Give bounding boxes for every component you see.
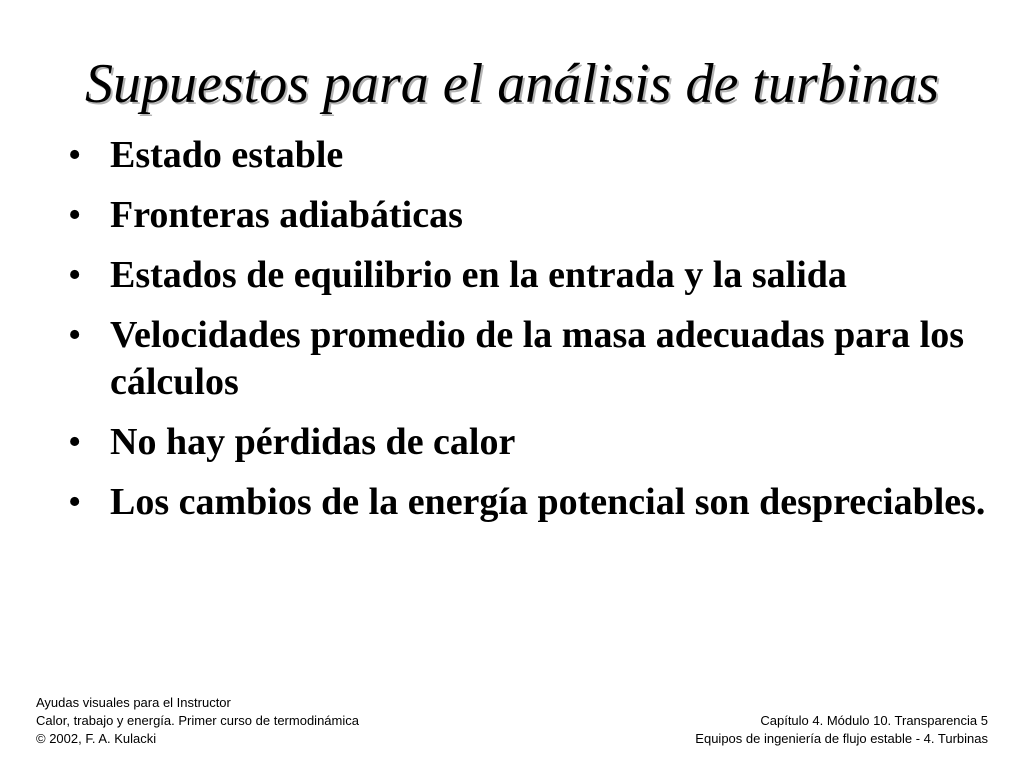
bullet-item bbox=[68, 312, 998, 406]
footer-course-title: Calor, trabajo y energía. Primer curso de termodinámica bbox=[36, 713, 359, 728]
bullet-item bbox=[68, 252, 998, 299]
footer-right bbox=[695, 712, 988, 748]
footer-course-label: Ayudas visuales para el Instructor bbox=[36, 695, 231, 710]
bullet-text: Los cambios de la energía potencial son despreciables. bbox=[110, 481, 986, 523]
bullet-icon: • bbox=[68, 134, 82, 176]
bullet-list bbox=[68, 132, 998, 539]
bullet-text: Estados de equilibrio en la entrada y la salida bbox=[110, 254, 847, 296]
bullet-text: Velocidades promedio de la masa adecuadas para los cálculos bbox=[110, 314, 965, 403]
slide-title: Supuestos para el análisis de turbinas bbox=[84, 53, 940, 115]
footer-left bbox=[36, 694, 359, 748]
bullet-icon: • bbox=[68, 421, 82, 463]
bullet-item bbox=[68, 192, 998, 239]
bullet-item bbox=[68, 479, 998, 526]
bullet-item bbox=[68, 132, 998, 179]
footer-copyright: © 2002, F. A. Kulacki bbox=[36, 731, 157, 746]
bullet-text: Fronteras adiabáticas bbox=[110, 194, 463, 236]
bullet-icon: • bbox=[68, 314, 82, 356]
bullet-icon: • bbox=[68, 194, 82, 236]
footer-section-info: Equipos de ingeniería de flujo estable - 4. Turbinas bbox=[695, 731, 988, 746]
bullet-text: Estado estable bbox=[110, 134, 344, 176]
bullet-item bbox=[68, 419, 998, 466]
footer-chapter-info: Capítulo 4. Módulo 10. Transparencia 5 bbox=[760, 713, 988, 728]
bullet-icon: • bbox=[68, 481, 82, 523]
bullet-text: No hay pérdidas de calor bbox=[110, 421, 516, 463]
bullet-icon: • bbox=[68, 254, 82, 296]
